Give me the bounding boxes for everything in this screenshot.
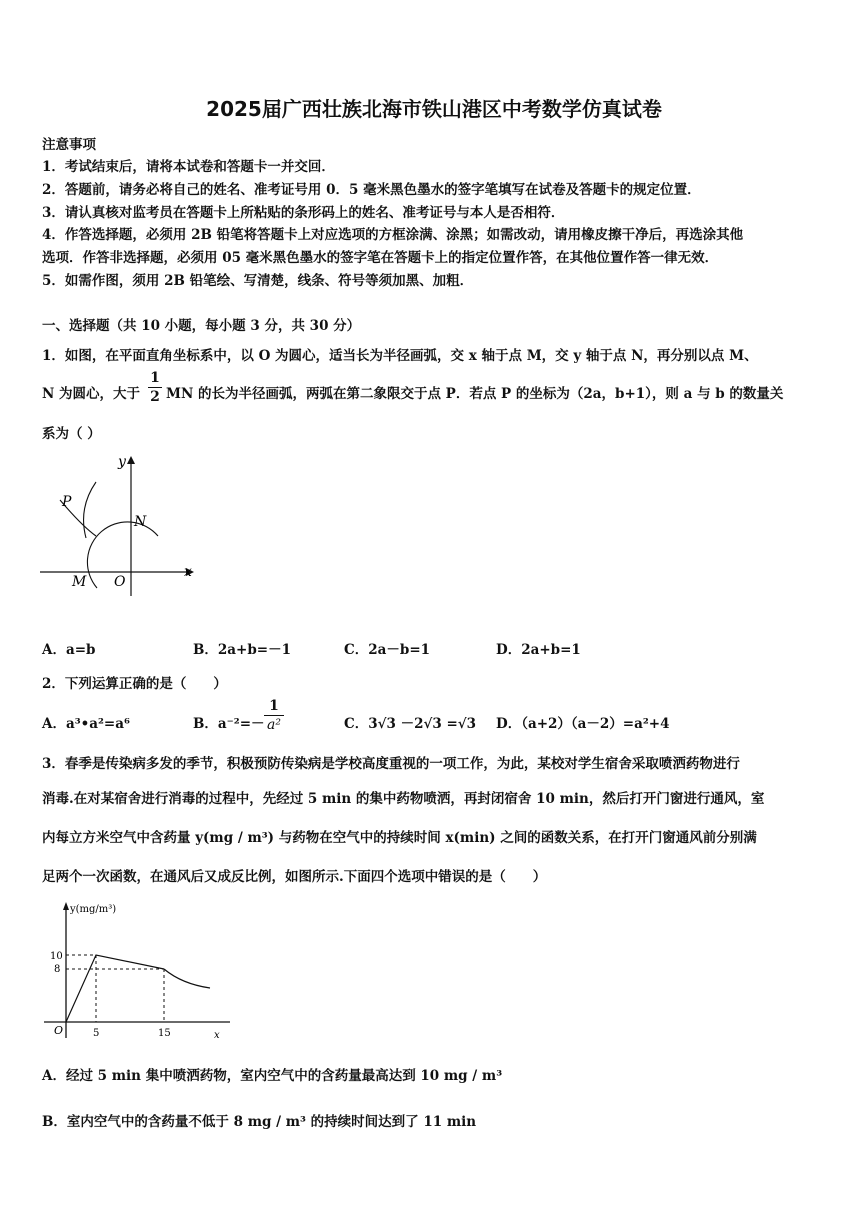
q1-option-c: C．2a－b=1 (344, 642, 431, 658)
q1-fig-p-label: P (62, 494, 72, 510)
q1-line1: 1．如图，在平面直角坐标系中，以 O 为圆心，适当长为半径画弧，交 x 轴于点 M，交 y 轴于点 N，再分别以点 M、 (42, 348, 758, 364)
q3-line1: 3．春季是传染病多发的季节，积极预防传染病是学校高度重视的一项工作，为此，某校对学生宿舍采取喷洒药物进行 (42, 756, 740, 772)
note-item-4-cont: 选项．作答非选择题，必须用 05 毫米黑色墨水的签字笔在答题卡上的指定位置作答，在其他位置作答一律无效． (42, 250, 719, 266)
note-item-4: 4．作答选择题，必须用 2B 铅笔将答题卡上对应选项的方框涂满、涂黑；如需改动，请用橡皮擦干净后，再选涂其他 (42, 227, 744, 243)
q1-line2a: N 为圆心，大于 (42, 386, 141, 402)
note-item-2: 2．答题前，请务必将自己的姓名、准考证号用 0．5 毫米黑色墨水的签字笔填写在试卷及答题卡的规定位置． (42, 182, 701, 198)
note-item-5: 5．如需作图，须用 2B 铅笔绘、写清楚，线条、符号等须加黑、加粗． (42, 273, 474, 289)
q3-line4: 足两个一次函数，在通风后又成反比例，如图所示.下面四个选项中错误的是（ ） (42, 869, 547, 885)
note-item-1: 1．考试结束后，请将本试卷和答题卡一并交回． (42, 159, 335, 175)
q2-option-c: C．3√3 －2√3 =√3 (344, 716, 477, 732)
q1-option-b: B．2a+b=－1 (193, 642, 292, 658)
q1-option-a: A．a=b (42, 642, 96, 658)
q1-fraction (148, 370, 162, 405)
q3-figure (40, 900, 242, 1046)
q3-fig-x15: 15 (158, 1028, 171, 1039)
notes-heading: 注意事项 (42, 137, 96, 153)
q2-option-b: B．a⁻²=－ (193, 716, 265, 732)
q1-line3: 系为（ ） (42, 426, 101, 442)
note-item-3: 3．请认真核对监考员在答题卡上所粘贴的条形码上的姓名、准考证号与本人是否相符． (42, 205, 565, 221)
q1-fig-x-label: x (184, 564, 192, 580)
q1-fig-m-label: M (72, 574, 87, 590)
q2-option-b-fraction (264, 698, 284, 733)
q3-fig-y-label: y(mg/m³) (70, 904, 117, 915)
q2-stem: 2．下列运算正确的是（ ） (42, 676, 227, 692)
q1-fig-y-label: y (118, 454, 126, 470)
q2-frac-den: a² (267, 717, 281, 733)
q3-fig-origin: O (54, 1024, 64, 1037)
q2-option-a: A．a³•a²=a⁶ (42, 716, 130, 732)
q3-line3: 内每立方米空气中含药量 y(mg / m³) 与药物在空气中的持续时间 x(min) 之间的函数关系，在打开门窗通风前分别满 (42, 830, 757, 846)
q1-fig-n-label: N (134, 514, 147, 530)
q1-option-d: D．2a+b=1 (496, 642, 581, 658)
q3-fig-x-label: x (214, 1030, 220, 1041)
q1-frac-den: 2 (150, 389, 160, 405)
q3-fig-y10: 10 (50, 951, 63, 962)
section-heading: 一、选择题（共 10 小题，每小题 3 分，共 30 分） (42, 318, 361, 334)
q2-option-d: D．（a+2）（a－2）=a²+4 (496, 716, 670, 732)
q3-option-b: B．室内空气中的含药量不低于 8 mg / m³ 的持续时间达到了 11 min (42, 1114, 477, 1130)
q3-line2: 消毒.在对某宿舍进行消毒的过程中，先经过 5 min 的集中药物喷洒，再封闭宿舍 10 min，然后打开门窗进行通风，室 (42, 791, 765, 807)
q3-option-a: A．经过 5 min 集中喷洒药物，室内空气中的含药量最高达到 10 mg / m³ (42, 1068, 503, 1084)
q1-figure (38, 448, 200, 598)
page-title: 2025届广西壮族北海市铁山港区中考数学仿真试卷 (206, 97, 662, 121)
q2-frac-num: 1 (269, 698, 279, 714)
q1-line2b: MN 的长为半径画弧，两弧在第二象限交于点 P．若点 P 的坐标为（2a，b+1），则 a 与 b 的数量关 (166, 386, 784, 402)
q3-fig-x5: 5 (93, 1028, 100, 1039)
q1-fig-o-label: O (114, 574, 126, 590)
q1-frac-num: 1 (150, 370, 160, 386)
q3-fig-y8: 8 (54, 964, 61, 975)
